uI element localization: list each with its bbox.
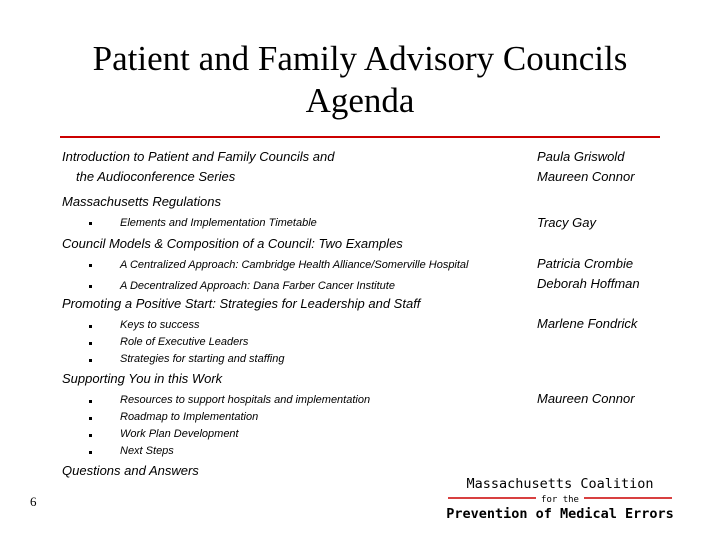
agenda-start-bullet-3: Strategies for starting and staffing — [120, 353, 285, 365]
bullet-dot-icon — [89, 451, 92, 454]
coalition-logo — [440, 474, 680, 524]
agenda-support-bullet-4: Next Steps — [120, 445, 174, 457]
page-number: 6 — [30, 494, 37, 509]
presenter-models-1: Patricia Crombie — [537, 256, 634, 271]
bullet-dot-icon — [89, 325, 92, 328]
presenter-regs: Tracy Gay — [537, 215, 596, 230]
agenda-qa-heading: Questions and Answers — [62, 463, 199, 478]
agenda-models-bullet-2: A Decentralized Approach: Dana Farber Cancer Institute — [120, 280, 395, 292]
presenter-intro-2: Maureen Connor — [537, 169, 635, 184]
bullet-dot-icon — [89, 359, 92, 362]
bullet-dot-icon — [89, 417, 92, 420]
agenda-regs-heading: Massachusetts Regulations — [62, 194, 221, 209]
agenda-intro-line1: Introduction to Patient and Family Councils and — [62, 149, 335, 164]
presenter-start: Marlene Fondrick — [537, 316, 638, 331]
presenter-intro-1: Paula Griswold — [537, 149, 625, 164]
presenter-models-2: Deborah Hoffman — [537, 276, 640, 291]
agenda-support-bullet-1: Resources to support hospitals and implementation — [120, 394, 371, 406]
agenda-regs-bullet-1: Elements and Implementation Timetable — [120, 217, 317, 229]
bullet-dot-icon — [89, 400, 92, 403]
title-divider — [60, 136, 660, 138]
slide-subtitle: Agenda — [305, 81, 415, 120]
agenda-support-bullet-2: Roadmap to Implementation — [120, 411, 259, 423]
logo-line-2: for the — [541, 495, 579, 505]
logo-line-1: Massachusetts Coalition — [466, 476, 654, 492]
agenda-support-heading: Supporting You in this Work — [62, 371, 223, 386]
agenda-models-heading: Council Models & Composition of a Council: Two Examples — [62, 236, 403, 251]
bullet-dot-icon — [89, 434, 92, 437]
bullet-dot-icon — [89, 342, 92, 345]
slide-title: Patient and Family Advisory Councils — [92, 39, 628, 78]
bullet-dot-icon — [89, 285, 92, 288]
agenda-start-heading: Promoting a Positive Start: Strategies for Leadership and Staff — [62, 296, 421, 311]
agenda-models-bullet-1: A Centralized Approach: Cambridge Health Alliance/Somerville Hospital — [120, 259, 469, 271]
agenda-start-bullet-1: Keys to success — [120, 319, 200, 331]
bullet-dot-icon — [89, 222, 92, 225]
agenda-intro-line2: the Audioconference Series — [76, 169, 236, 184]
agenda-support-bullet-3: Work Plan Development — [120, 428, 239, 440]
bullet-dot-icon — [89, 264, 92, 267]
agenda-start-bullet-2: Role of Executive Leaders — [120, 336, 249, 348]
logo-line-3: Prevention of Medical Errors — [446, 506, 674, 522]
presenter-support: Maureen Connor — [537, 391, 635, 406]
